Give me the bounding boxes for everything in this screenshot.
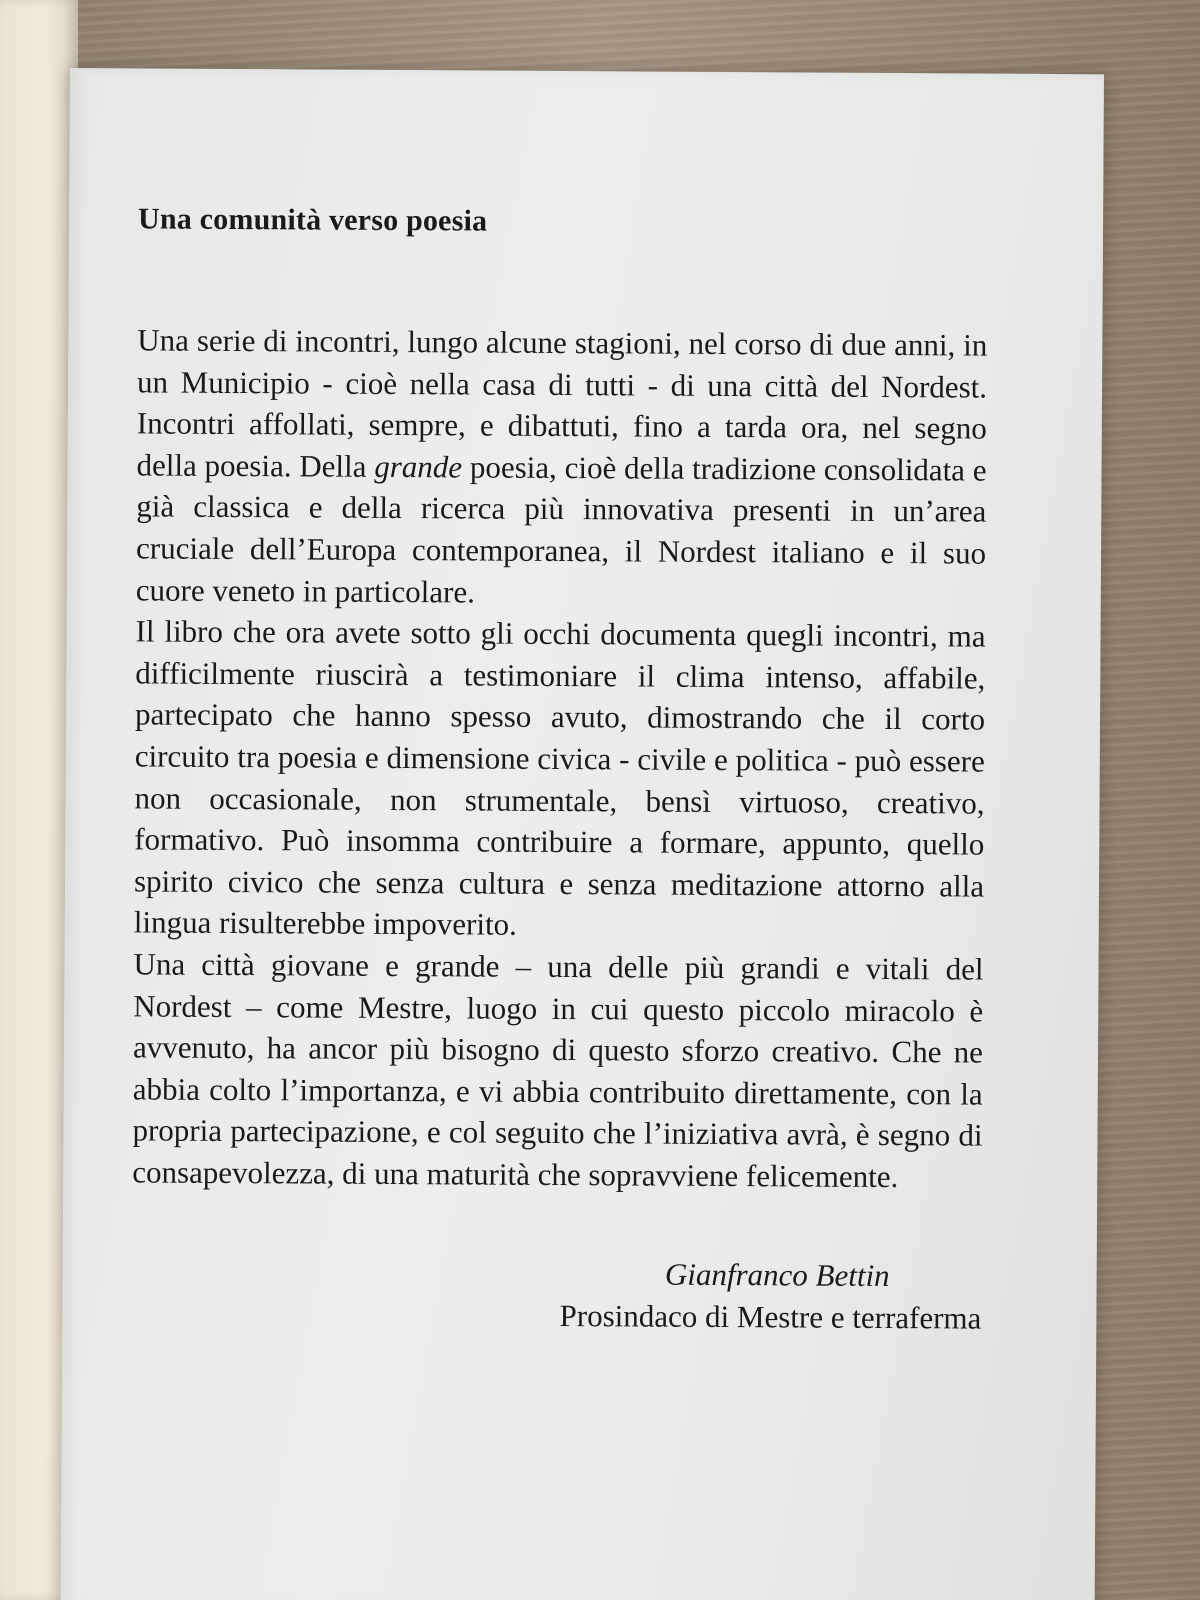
signature-role: Prosindaco di Mestre e terraferma xyxy=(559,1298,982,1337)
signature-block xyxy=(131,1251,981,1340)
signature-name: Gianfranco Bettin xyxy=(664,1257,890,1294)
book-page xyxy=(61,68,1104,1600)
body-text xyxy=(132,319,987,1198)
page-content xyxy=(131,201,988,1340)
paragraph-1-emphasis: grande xyxy=(374,448,463,485)
paragraph-1 xyxy=(136,319,988,615)
paragraph-3: Una città giovane e grande – una delle più grandi e vitali del Nordest – come Mestre, luogo in cui questo piccolo miracolo è avvenuto, ha ancor più bisogno di questo sforzo creativo. Che ne abbia colto l’importanza, e vi abbia contribuito direttamente, con la propria partecipazione, e col seguito che l’iniziativa avrà, è segno di consapevolezza, di una maturità che sopravviene felicemente. xyxy=(132,946,984,1194)
paragraph-1-before: Una serie di incontri, lungo alcune stagioni, nel corso di due anni, in un Municipio - cioè nella casa di tutti - di una città del Nordest. Incontri affollati, sempre, e dibattuti, fino a tarda ora, nel segno della poesia. Della xyxy=(136,322,988,484)
page-title: Una comunità verso poesia xyxy=(137,202,488,238)
paragraph-1-after: poesia, cioè della tradizione consolidata e già classica e della ricerca più innovativa presenti in un’area cruciale dell’Europa contemporanea, il Nordest italiano e il suo cuore veneto in particolare. xyxy=(135,449,987,610)
paragraph-2: Il libro che ora avete sotto gli occhi documenta quegli incontri, ma difficilmente riuscirà a testimoniare il clima intenso, affabile, partecipato che hanno spesso avuto, dimostrando che il corto circuito tra poesia e dimensione civica - civile e politica - può essere non occasionale, non strumentale, bensì virtuoso, creativo, formativo. Può insomma contribuire a formare, appunto, quello spirito civico che senza cultura e senza meditazione attorno alla lingua risulterebbe impoverito. xyxy=(133,613,986,943)
